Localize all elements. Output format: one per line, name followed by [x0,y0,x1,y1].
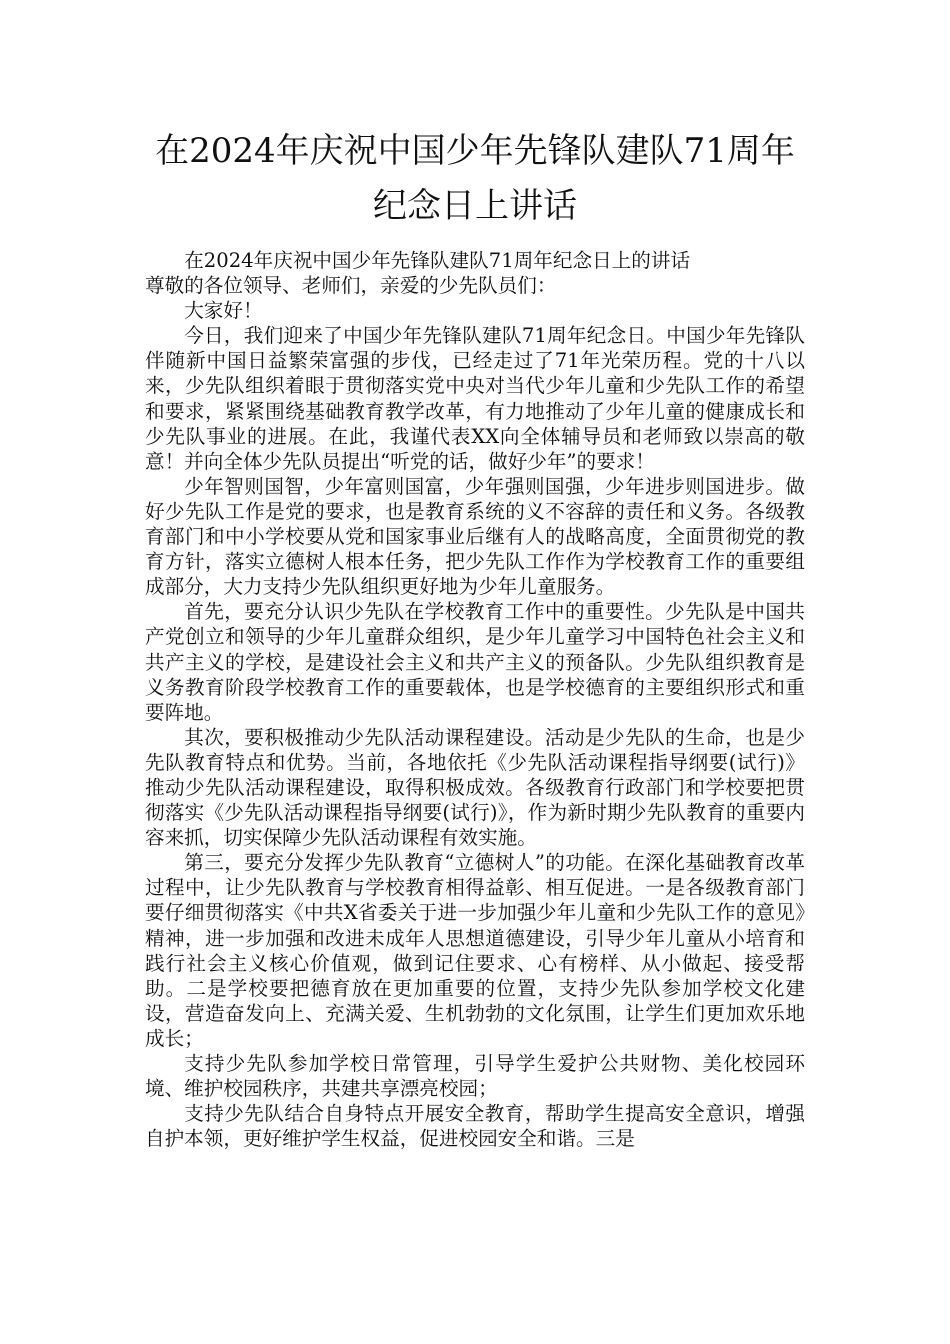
body-paragraph: 支持少先队结合自身特点开展安全教育，帮助学生提高安全意识，增强自护本领，更好维护学生权益，促进校园安全和谐。三是 [145,1102,805,1151]
body-paragraph: 今日，我们迎来了中国少年先锋队建队71周年纪念日。中国少年先锋队伴随新中国日益繁荣富强的步伐，已经走过了71年光荣历程。党的十八以来，少先队组织着眼于贯彻落实党中央对当代少年儿童和少先队工作的希望和要求，紧紧围绕基础教育教学改革，有力地推动了少年儿童的健康成长和少先队事业的进展。在此，我谨代表XX向全体辅导员和老师致以崇高的敬意！并向全体少先队员提出“听党的话，做好少年”的要求！ [145,324,805,473]
body-paragraph: 少年智则国智，少年富则国富，少年强则国强，少年进步则国进步。做好少先队工作是党的要求，也是教育系统的义不容辞的责任和义务。各级教育部门和中小学校要从党和国家事业后继有人的战略高度，全面贯彻党的教育方针，落实立德树人根本任务，把少先队工作作为学校教育工作的重要组成部分，大力支持少先队组织更好地为少年儿童服务。 [145,474,805,599]
document-title [120,124,830,234]
greeting-paragraph: 大家好！ [184,299,263,323]
body-paragraph: 其次，要积极推动少先队活动课程建设。活动是少先队的生命，也是少先队教育特点和优势。当前，各地依托《少先队活动课程指导纲要(试行)》推动少先队活动课程建设，取得积极成效。各级教育行政部门和学校要把贯彻落实《少先队活动课程指导纲要(试行)》，作为新时期少先队教育的重要内容来抓，切实保障少先队活动课程有效实施。 [145,725,805,850]
salutation-paragraph: 尊敬的各位领导、老师们，亲爱的少先队员们： [145,274,557,298]
document-body [145,248,805,1151]
body-paragraph: 支持少先队参加学校日常管理，引导学生爱护公共财物、美化校园环境、维护校园秩序，共建共享漂亮校园； [145,1052,805,1101]
body-paragraph: 首先，要充分认识少先队在学校教育工作中的重要性。少先队是中国共产党创立和领导的少年儿童群众组织，是少年儿童学习中国特色社会主义和共产主义的学校，是建设社会主义和共产主义的预备队。少先队组织教育是义务教育阶段学校教育工作的重要载体，也是学校德育的主要组织形式和重要阵地。 [145,600,805,724]
speech-heading-paragraph: 在2024年庆祝中国少年先锋队建队71周年纪念日上的讲话 [184,249,691,272]
title-line-1: 在2024年庆祝中国少年先锋队建队71周年 [155,131,795,171]
title-line-2: 纪念日上讲话 [373,186,577,226]
body-paragraph: 第三，要充分发挥少先队教育“立德树人”的功能。在深化基础教育改革过程中，让少先队教育与学校教育相得益彰、相互促进。一是各级教育部门要仔细贯彻落实《中共X省委关于进一步加强少年儿童和少先队工作的意见》精神，进一步加强和改进未成年人思想道德建设，引导少年儿童从小培育和践行社会主义核心价值观，做到记住要求、心有榜样、从小做起、接受帮助。二是学校要把德育放在更加重要的位置，支持少先队参加学校文化建设，营造奋发向上、充满关爱、生机勃勃的文化氛围，让学生们更加欢乐地成长； [145,851,805,1050]
